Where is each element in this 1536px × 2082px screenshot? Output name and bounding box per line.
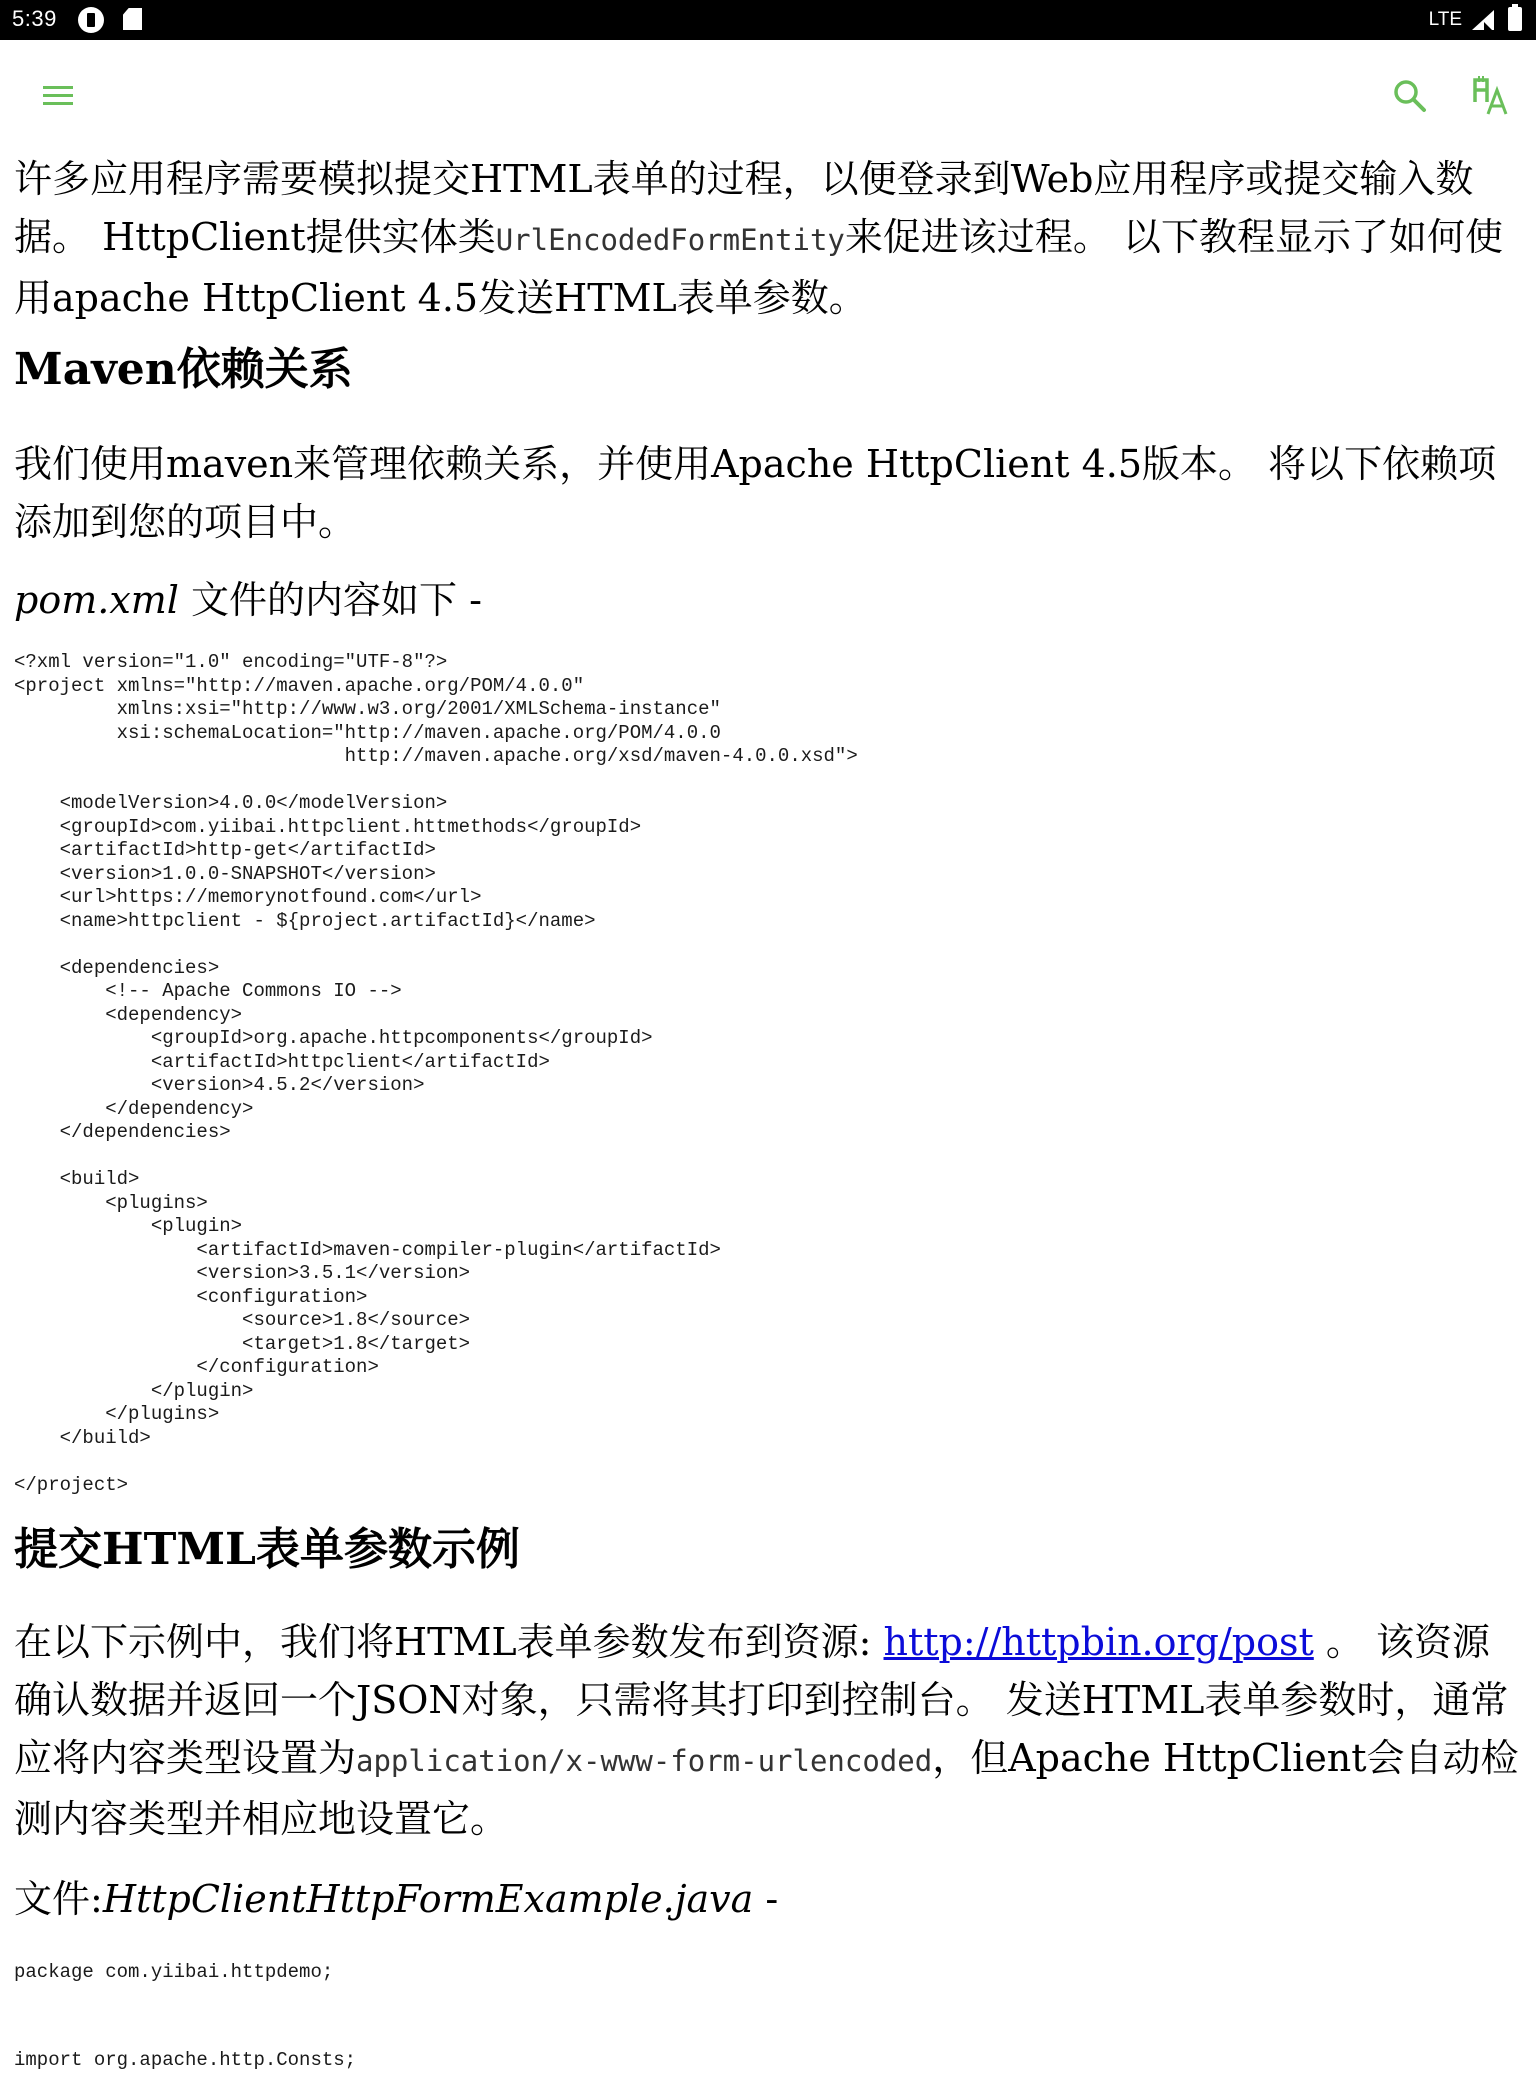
sd-card-icon (123, 8, 142, 30)
example-code: application/x-www-form-urlencoded (356, 1744, 933, 1778)
font-size-icon[interactable] (1470, 74, 1514, 118)
example-text-1: 在以下示例中，我们将HTML表单参数发布到资源: (14, 1620, 884, 1664)
network-type: LTE (1428, 9, 1462, 30)
maven-heading: Maven依赖关系 (14, 344, 353, 395)
pom-file-suffix: 文件的内容如下 - (178, 578, 482, 622)
example-text-2: 。 该资源确认数据并返回一个JSON对象，只需将其打印到控制台。 发送HTML表单参数时，通常应将内容类型设置为 (14, 1620, 1509, 1780)
java-file-suffix: - (753, 1877, 779, 1921)
intro-text-2: 来促进该过程。 以下教程显示了如何使用apache HttpClient 4.5发送HTML表单参数。 (14, 215, 1503, 320)
java-file-label (14, 1870, 1522, 1928)
example-paragraph (14, 1613, 1522, 1848)
article-content (0, 150, 1536, 2071)
battery-icon (1508, 7, 1522, 31)
intro-code: UrlEncodedFormEntity (495, 223, 845, 257)
example-heading: 提交HTML表单参数示例 (14, 1524, 520, 1575)
pom-code-block: <?xml version="1.0" encoding="UTF-8"?> <project xmlns="http://maven.apache.org/POM/4.0.0" xmlns:xsi="http://www.w3.org/2001/XMLSchema-instance" xsi:schemaLocation="http://maven.apache.org/POM/4.0.0 http://maven.apache.org/xsd/maven-4.0.0.xsd"> <modelVersion>4.0.0</modelVersion> <groupId>com.yiibai.httpclient.httmethods</groupId> <artifactId>http-get</artifactId> <version>1.0.0-SNAPSHOT</version> <url>https://memorynotfound.com</url> <name>httpclient - ${project.artifactId}</name> <dependencies> <!-- Apache Commons IO --> <dependency> <groupId>org.apache.httpcomponents</groupId> <artifactId>httpclient</artifactId> <version>4.5.2</version> </dependency> </dependencies> <build> <plugins> <plugin> <artifactId>maven-compiler-plugin</artifactId> <version>3.5.1</version> <configuration> <source>1.8</source> <target>1.8</target> </configuration> </plugin> </plugins> </build> </project> (14, 651, 858, 1496)
intro-paragraph (14, 150, 1522, 327)
intro-text-1: 许多应用程序需要模拟提交HTML表单的过程，以便登录到Web应用程序或提交输入数据。 HttpClient提供实体类 (14, 157, 1474, 259)
pom-file-name: pom.xml (14, 578, 179, 622)
maven-paragraph: 我们使用maven来管理依赖关系，并使用Apache HttpClient 4.5版本。 将以下依赖项添加到您的项目中。 (14, 442, 1497, 544)
app-bar (0, 40, 1536, 150)
httpbin-link[interactable]: http://httpbin.org/post (883, 1620, 1314, 1664)
signal-icon (1470, 8, 1496, 32)
java-code-block: package com.yiibai.httpdemo; import org.apache.http.Consts; (14, 1961, 357, 2071)
search-icon[interactable] (1390, 76, 1430, 116)
status-time: 5:39 (12, 6, 57, 31)
notification-icon (78, 7, 104, 33)
status-bar (0, 0, 1536, 40)
java-file-name: HttpClientHttpFormExample.java (102, 1877, 754, 1921)
example-text-3: ，但Apache HttpClient会自动检测内容类型并相应地设置它。 (14, 1736, 1519, 1841)
java-file-prefix: 文件: (14, 1877, 103, 1921)
pom-file-label (14, 571, 1522, 629)
menu-icon[interactable] (40, 82, 76, 110)
